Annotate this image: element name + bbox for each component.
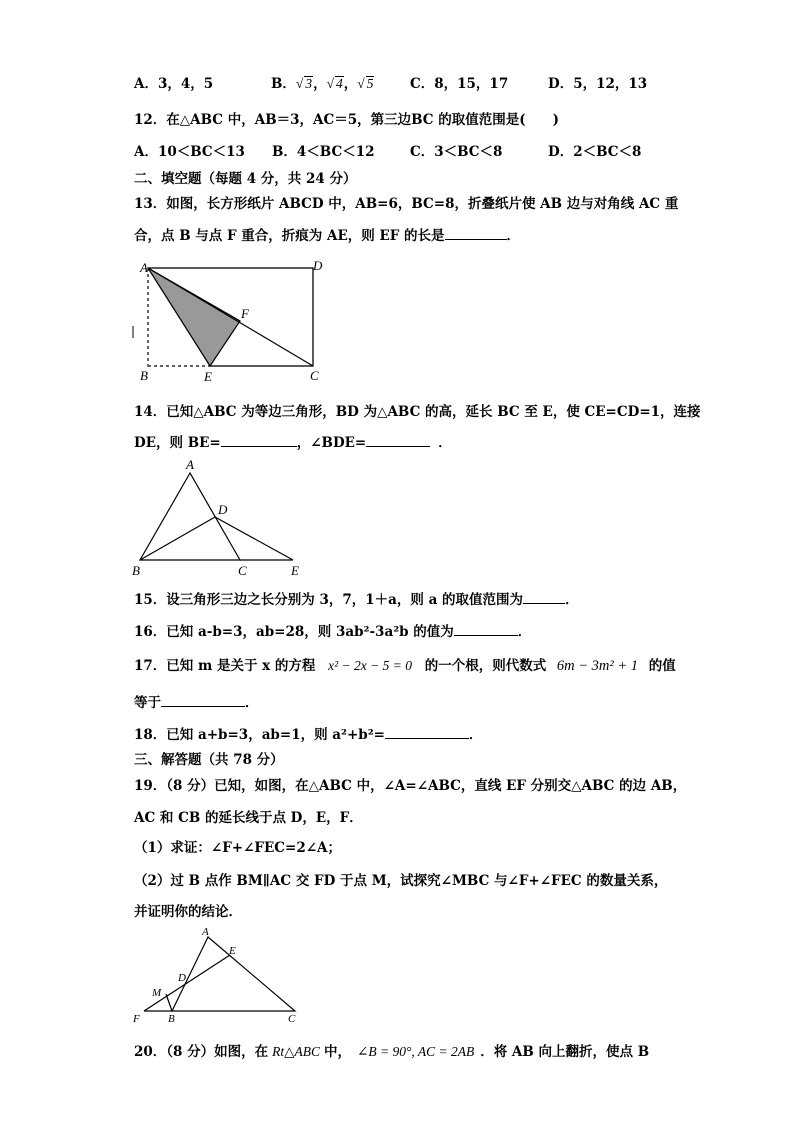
q19-label-d: D xyxy=(178,972,186,984)
q14-blank-angle xyxy=(366,433,430,447)
q19-label-f: F xyxy=(133,1013,140,1025)
q14-line1: 14．已知△ABC 为等边三角形，BD 为△ABC 的高，延长 BC 至 E，使 CE=CD=1，连接 xyxy=(134,404,701,420)
q16-blank xyxy=(454,622,518,636)
q13-label-c: C xyxy=(310,368,319,383)
q15-end: ． xyxy=(565,592,579,608)
section-solution-heading: 三、解答题（共 78 分） xyxy=(134,752,284,768)
q14-line2-b: ，∠BDE= xyxy=(296,435,367,451)
q19-line5: 并证明你的结论． xyxy=(134,904,242,920)
q13-answer-blank xyxy=(445,226,507,240)
q13-label-a: A xyxy=(140,260,148,275)
q17-part-b: 的一个根，则代数式 xyxy=(424,658,547,674)
q18-end: ． xyxy=(468,727,483,743)
q11-option-d: D．5，12，13 xyxy=(548,76,648,92)
q20-part-b: 中， xyxy=(324,1044,352,1060)
q14-label-c: C xyxy=(238,563,247,578)
q12-option-b: B．4＜BC＜12 xyxy=(272,144,375,160)
q17-part-c: 的值 xyxy=(648,658,676,674)
q13-label-f: F xyxy=(241,306,249,321)
q13-label-e: E xyxy=(204,369,212,384)
q17-part-a: 17．已知 m 是关于 x 的方程 xyxy=(134,658,316,674)
q11-sqrt-1: 3 xyxy=(305,76,313,91)
q19-label-e: E xyxy=(229,945,236,957)
q15-blank xyxy=(523,590,565,604)
q19-line1: 19．（8 分）已知，如图，在△ABC 中，∠A=∠ABC，直线 EF 分别交△ABC 的边 AB， xyxy=(134,778,687,794)
q12-option-a: A．10＜BC＜13 xyxy=(134,144,245,160)
q16 xyxy=(134,620,531,640)
q17-expression: 6m − 3m² + 1 xyxy=(556,658,639,674)
q19-figure xyxy=(130,924,310,1024)
q20-condition: ∠B = 90°, AC = 2AB xyxy=(357,1044,475,1059)
q19-line2: AC 和 CB 的延长线于点 D，E，F． xyxy=(134,810,363,826)
q18-blank xyxy=(385,725,469,739)
q19-label-a: A xyxy=(202,926,209,938)
q13-line2-text: 合，点 B 与点 F 重合，折痕为 AE，则 EF 的长是 xyxy=(134,228,445,244)
q20-rt-triangle: Rt△ABC xyxy=(272,1044,321,1059)
q16-end: ． xyxy=(517,624,532,640)
q14-line2 xyxy=(134,431,452,451)
q13-line2 xyxy=(134,224,520,244)
q13-label-d: D xyxy=(313,258,323,273)
q15 xyxy=(134,588,579,608)
q11-sqrt-3: 5 xyxy=(366,76,374,91)
q12-option-c: C．3＜BC＜8 xyxy=(410,144,503,160)
q11-sqrt-2: 4 xyxy=(336,76,343,91)
q12-stem: 12．在△ABC 中，AB＝3，AC＝5，第三边BC 的取值范围是( ) xyxy=(134,112,560,128)
q17-equation: x² − 2x − 5 = 0 xyxy=(328,658,412,673)
q13-line1: 13．如图，长方形纸片 ABCD 中，AB=6，BC=8，折叠纸片使 AB 边与对角线 AC 重 xyxy=(134,196,679,212)
q13-figure xyxy=(130,256,340,386)
q14-blank-be xyxy=(221,433,297,447)
q14-label-b: B xyxy=(132,563,140,578)
q17-line2-text: 等于 xyxy=(134,695,161,711)
q11-option-b-label: B． xyxy=(271,76,296,92)
q19-label-c: C xyxy=(288,1013,296,1025)
q20-part-a: 20．（8 分）如图，在 xyxy=(134,1044,269,1060)
q13-end: ． xyxy=(506,228,521,244)
q14-label-e: E xyxy=(291,563,299,578)
q17-line1 xyxy=(134,654,676,675)
q11-option-b: B．√ 3，√ 4，√ 5 xyxy=(271,76,374,92)
q19-label-m: M xyxy=(152,987,162,999)
q14-line2-a: DE，则 BE= xyxy=(134,435,221,451)
q18 xyxy=(134,723,482,743)
q15-text: 15．设三角形三边之长分别为 3，7，1＋a，则 a 的取值范围为 xyxy=(134,592,524,608)
q14-label-a: A xyxy=(186,457,194,472)
q14-label-d: D xyxy=(218,502,228,517)
q13-label-b: B xyxy=(140,368,148,383)
q19-part1: （1）求证：∠F+∠FEC=2∠A； xyxy=(134,840,342,856)
q17-blank xyxy=(161,693,245,707)
section-fill-blank-heading: 二、填空题（每题 4 分，共 24 分） xyxy=(134,171,357,187)
q14-end: ． xyxy=(438,435,452,451)
q19-label-b: B xyxy=(168,1013,175,1025)
q11-option-a: A．3，4，5 xyxy=(134,76,214,92)
q14-figure xyxy=(130,456,310,580)
q11-option-c: C．8，15，17 xyxy=(410,76,509,92)
q17-end: ． xyxy=(245,695,259,711)
q12-option-d: D．2＜BC＜8 xyxy=(548,144,642,160)
q17-line2 xyxy=(134,691,259,711)
q20-part-c: ．将 AB 向上翻折，使点 B xyxy=(480,1044,650,1060)
q20-line1 xyxy=(134,1040,649,1060)
q19-part2: （2）过 B 点作 BM∥AC 交 FD 于点 M，试探究∠MBC 与∠F+∠FEC 的数量关系， xyxy=(134,873,668,889)
q18-text: 18．已知 a+b=3，ab=1，则 a²+b²= xyxy=(134,727,385,743)
q16-text: 16．已知 a-b=3，ab=28，则 3ab²-3a²b 的值为 xyxy=(134,624,454,640)
